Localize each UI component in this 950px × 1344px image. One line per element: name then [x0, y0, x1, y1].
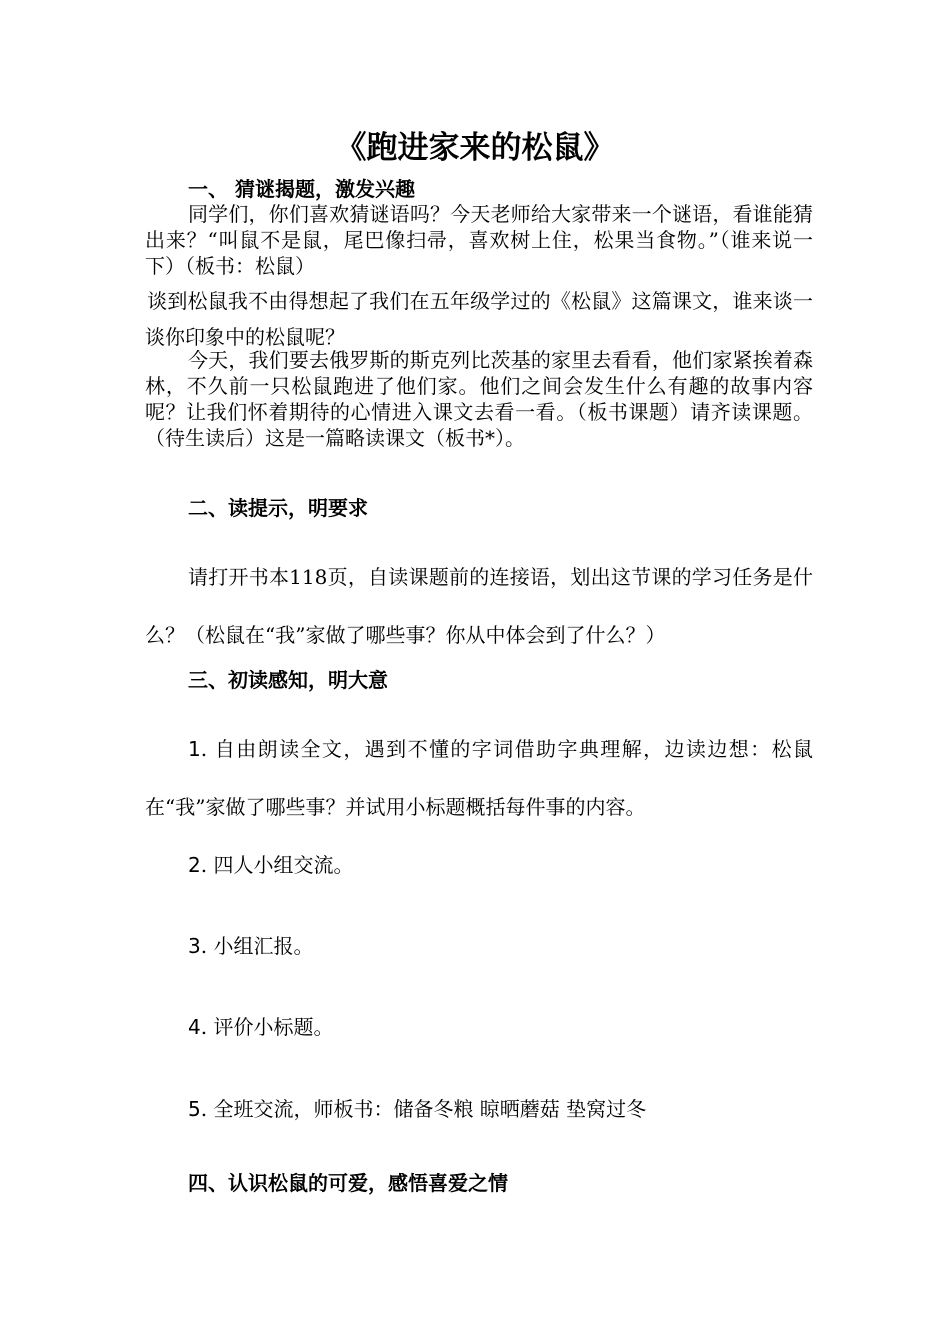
paragraph-riddle: 同学们，你们喜欢猜谜语吗？今天老师给大家带来一个谜语，看谁能猜出来？“叫鼠不是鼠，尾巴像扫帚，喜欢树上住，松果当食物。”（谁来说一下）（板书：松鼠） — [145, 202, 813, 278]
list-item-4-number: 4 — [188, 1015, 201, 1039]
list-item-5-text: . 全班交流，师板书：储备冬粮 晾晒蘑菇 垫窝过冬 — [200, 1097, 647, 1121]
paragraph-squirrel-memory-text: 谈到松鼠我不由得想起了我们在五年级学过的《松鼠》这篇课文，谁来谈一谈你印象中的松鼠呢？ — [145, 289, 813, 349]
list-item-1-text: . 自由朗读全文，遇到不懂的字词借助字典理解，边读边想：松鼠在“我”家做了哪些事？并试用小标题概括每件事的内容。 — [145, 737, 813, 819]
list-item-5 — [188, 1096, 646, 1122]
list-item-1 — [145, 720, 813, 836]
section-heading-4: 四、认识松鼠的可爱，感悟喜爱之情 — [188, 1171, 508, 1195]
paragraph-read-prompt: 请打开书本118页，自读课题前的连接语，划出这节课的学习任务是什么？（松鼠在“我”家做了哪些事？你从中体会到了什么？） — [145, 565, 813, 647]
list-item-2-text: . 四人小组交流。 — [200, 853, 354, 877]
section-heading-3: 三、初读感知，明大意 — [188, 668, 388, 692]
list-item-2-number: 2 — [188, 853, 201, 877]
list-item-3 — [188, 933, 313, 959]
paragraph-story-intro-text: 今天，我们要去俄罗斯的斯克列比茨基的家里去看看，他们家紧挨着森林，不久前一只松鼠跑进了他们家。他们之间会发生什么有趣的故事内容呢？让我们怀着期待的心情进入课文去看一看。（板书课题）请齐读课题。（待生读后）这是一篇略读课文（板书*）。 — [145, 348, 813, 450]
paragraph-story-intro — [145, 347, 813, 451]
list-item-3-number: 3 — [188, 934, 201, 958]
list-item-4 — [188, 1014, 333, 1040]
list-item-5-number: 5 — [188, 1097, 201, 1121]
list-item-1-number: 1 — [188, 737, 201, 761]
list-item-4-text: . 评价小标题。 — [200, 1015, 334, 1039]
section-heading-1: 一、 猜谜揭题，激发兴趣 — [188, 177, 415, 201]
paragraph-squirrel-memory — [145, 283, 813, 355]
list-item-3-text: . 小组汇报。 — [200, 934, 314, 958]
list-item-2 — [188, 852, 353, 878]
document-title: 《跑进家来的松鼠》 — [335, 130, 615, 166]
section-heading-2: 二、读提示，明要求 — [188, 496, 368, 520]
